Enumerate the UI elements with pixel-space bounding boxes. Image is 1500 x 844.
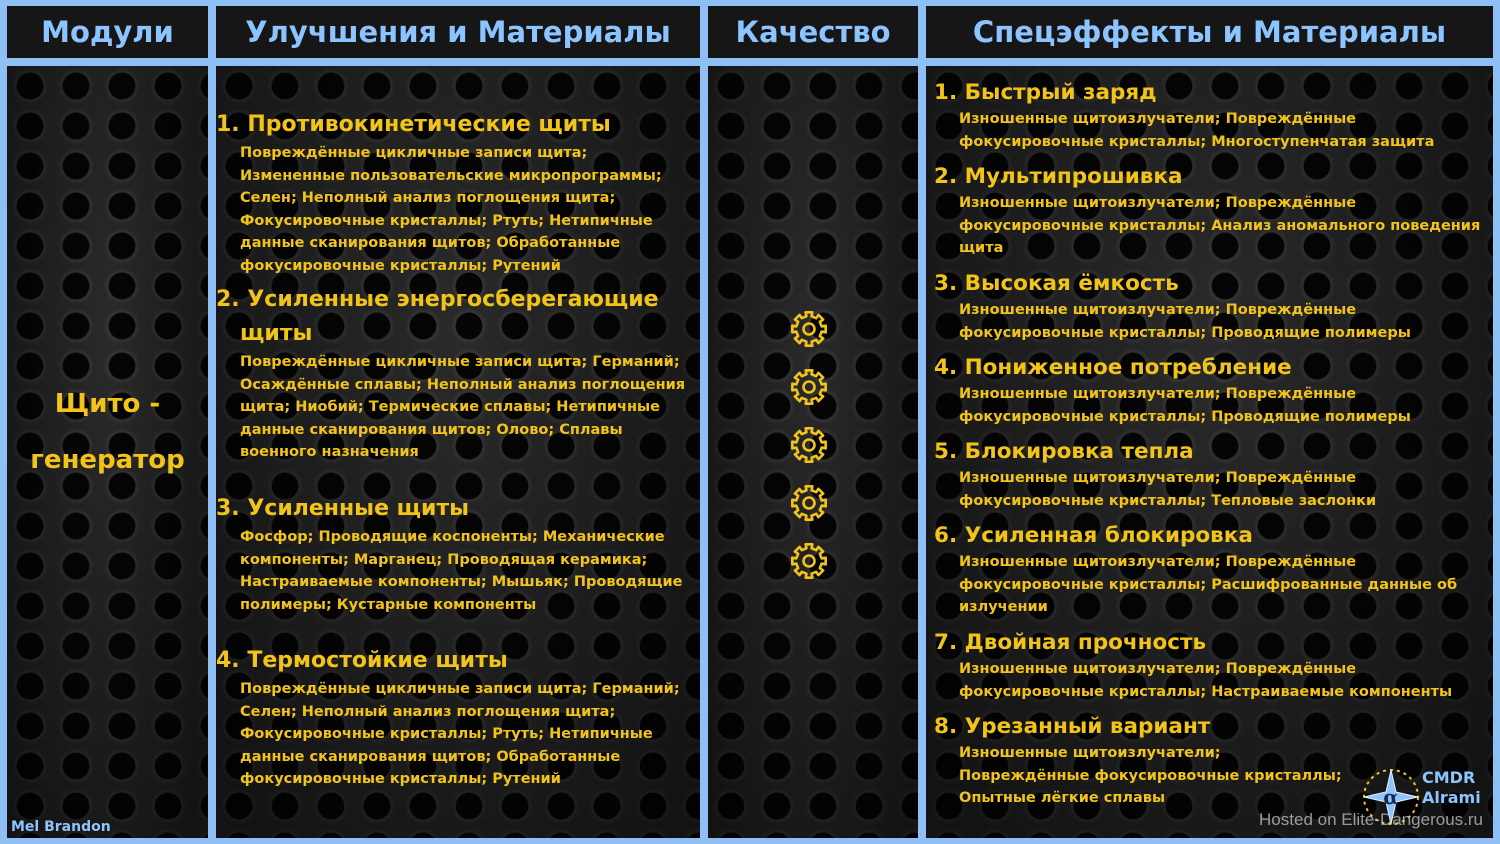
- author-credit: Mel Brandon: [11, 819, 111, 835]
- gear-icon: [790, 310, 828, 348]
- upgrade-item: [216, 108, 700, 278]
- effect-item: [926, 521, 1493, 619]
- effect-item: [926, 712, 1353, 810]
- effect-title: 6. Усиленная блокировка: [934, 523, 1253, 548]
- header-effects: Спецэффекты и Материалы: [926, 6, 1493, 58]
- upgrade-title: 1. Противокинетические щиты: [216, 112, 611, 137]
- effect-materials: Изношенные щитоизлучатели; Повреждённые фокусировочные кристаллы; Настраиваемые компоненты: [959, 661, 1453, 700]
- upgrade-title: 4. Термостойкие щиты: [216, 648, 508, 673]
- effect-title: 2. Мультипрошивка: [934, 164, 1183, 189]
- effect-title: 4. Пониженное потребление: [934, 355, 1292, 380]
- effect-title: 3. Высокая ёмкость: [934, 271, 1179, 296]
- gear-icon: [790, 484, 828, 522]
- module-name: [7, 376, 208, 488]
- effect-item: [926, 628, 1493, 703]
- upgrade-item: [216, 492, 700, 616]
- effect-item: [926, 437, 1493, 512]
- gear-icon: [790, 542, 828, 580]
- effect-materials: Изношенные щитоизлучатели; Повреждённые фокусировочные кристаллы; Проводящие полимеры: [959, 386, 1411, 425]
- effect-materials: Изношенные щитоизлучатели; Повреждённые фокусировочные кристаллы; Тепловые заслонки: [959, 470, 1377, 509]
- logo-line2: Alrami: [1422, 788, 1481, 807]
- effects-panel: [926, 66, 1493, 838]
- effect-item: [926, 353, 1493, 428]
- header-quality: Качество: [708, 6, 918, 58]
- effect-title: 5. Блокировка тепла: [934, 439, 1194, 464]
- module-name-line1: Щито -: [54, 389, 161, 419]
- effect-title: 1. Быстрый заряд: [934, 80, 1157, 105]
- upgrade-materials: Фосфор; Проводящие коспоненты; Механические компоненты; Марганец; Проводящая керамика; Настраиваемые компоненты; Мышьяк; Проводящие полимеры; Кустарные компоненты: [240, 529, 683, 613]
- effect-materials: Изношенные щитоизлучатели; Повреждённые фокусировочные кристаллы; Анализ аномального поведения щита: [959, 195, 1481, 257]
- effect-title: 8. Урезанный вариант: [934, 714, 1211, 739]
- effect-item: [926, 162, 1493, 260]
- effect-title: 7. Двойная прочность: [934, 630, 1207, 655]
- upgrade-title-line2: щиты: [240, 321, 313, 346]
- upgrade-title: 3. Усиленные щиты: [216, 496, 470, 521]
- effect-materials: Изношенные щитоизлучатели; Повреждённые фокусировочные кристаллы; Расшифрованные данные об излучении: [959, 554, 1458, 616]
- gear-icon: [790, 368, 828, 406]
- effect-materials: Изношенные щитоизлучатели; Повреждённые фокусировочные кристаллы; Опытные лёгкие сплавы: [959, 745, 1342, 807]
- upgrade-materials: Повреждённые цикличные записи щита; Германий; Осаждённые сплавы; Неполный анализ поглощения щита; Ниобий; Термические сплавы; Нетипичные данные сканирования щитов; Олово; Сплавы военного назначения: [240, 354, 686, 461]
- header-modules: Модули: [7, 6, 208, 58]
- effect-item: [926, 269, 1493, 344]
- gear-icon: [790, 426, 828, 464]
- upgrade-title-line1: 2. Усиленные энергосберегающие: [216, 287, 659, 312]
- upgrade-materials: Повреждённые цикличные записи щита; Германий; Селен; Неполный анализ поглощения щита; Фокусировочные кристаллы; Ртуть; Нетипичные данные сканирования щитов; Обработанные фокусировочные кристаллы; Рутений: [240, 681, 680, 788]
- svg-text:α: α: [1383, 785, 1399, 809]
- modules-panel: [7, 66, 208, 838]
- upgrade-materials: Повреждённые цикличные записи щита; Измененные пользовательские микропрограммы; Селен; Неполный анализ поглощения щита; Фокусировочные кристаллы; Ртуть; Нетипичные данные сканирования щитов; Обработанные фокусировочные кристаллы; Рутений: [240, 145, 662, 274]
- upgrade-item: [216, 644, 700, 791]
- effect-item: [926, 78, 1493, 153]
- upgrade-item: [216, 283, 700, 464]
- upgrade-title: [216, 283, 700, 351]
- header-upgrades: Улучшения и Материалы: [216, 6, 700, 58]
- module-name-line2: генератор: [30, 445, 185, 475]
- quality-panel: [708, 66, 918, 838]
- logo-text: [1422, 768, 1481, 808]
- logo-line1: CMDR: [1422, 768, 1476, 787]
- hosted-watermark: Hosted on Elite-Dangerous.ru: [1259, 810, 1483, 829]
- effect-materials: Изношенные щитоизлучатели; Повреждённые фокусировочные кристаллы; Проводящие полимеры: [959, 302, 1411, 341]
- effect-materials: Изношенные щитоизлучатели; Повреждённые фокусировочные кристаллы; Многоступенчатая защита: [959, 111, 1435, 150]
- upgrades-panel: [216, 66, 700, 838]
